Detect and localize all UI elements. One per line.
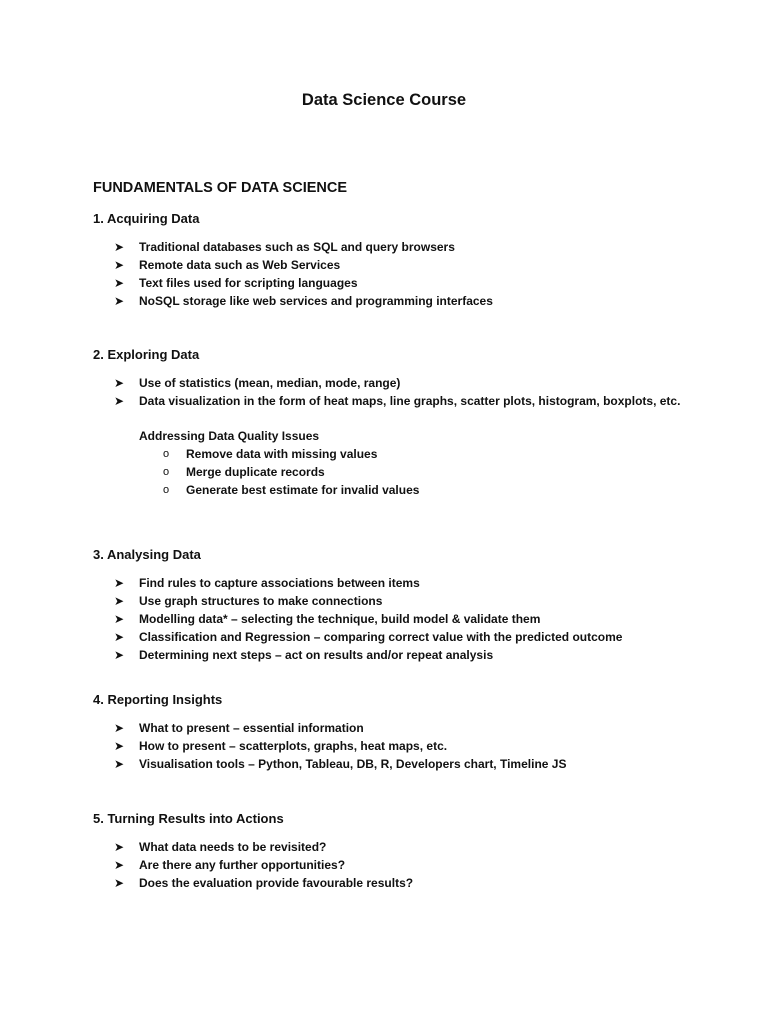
- bullet-list: [93, 719, 683, 773]
- arrow-bullet-icon: ➤: [114, 612, 125, 626]
- section-exploring-data: [93, 346, 683, 499]
- list-item: [93, 838, 683, 856]
- arrow-bullet-icon: ➤: [114, 858, 125, 872]
- list-item-text: How to present – scatterplots, graphs, heat maps, etc.: [139, 739, 448, 753]
- bullet-list: [93, 238, 683, 310]
- list-item-text: Modelling data* – selecting the technique, build model & validate them: [139, 612, 541, 626]
- list-item-text: Use graph structures to make connections: [139, 594, 383, 608]
- list-item: [93, 610, 683, 628]
- section-analysing-data: [93, 546, 683, 664]
- sub-list-item-text: Merge duplicate records: [186, 465, 325, 479]
- list-item-text: Determining next steps – act on results and/or repeat analysis: [139, 648, 494, 662]
- list-item: [93, 592, 683, 610]
- sub-list-item: [93, 481, 683, 499]
- list-item: [93, 574, 683, 592]
- bullet-list: [93, 574, 683, 664]
- arrow-bullet-icon: ➤: [114, 576, 125, 590]
- circle-bullet-icon: o: [163, 448, 170, 460]
- arrow-bullet-icon: ➤: [114, 594, 125, 608]
- arrow-bullet-icon: ➤: [114, 240, 125, 254]
- document-title: Data Science Course: [301, 91, 467, 109]
- list-item-text: Visualisation tools – Python, Tableau, DB, R, Developers chart, Timeline JS: [139, 757, 567, 771]
- arrow-bullet-icon: ➤: [114, 258, 125, 272]
- list-item-text: What to present – essential information: [139, 721, 364, 735]
- list-item-text: Traditional databases such as SQL and query browsers: [139, 240, 455, 254]
- circle-bullet-icon: o: [163, 466, 170, 478]
- list-item-text: Does the evaluation provide favourable results?: [139, 876, 414, 890]
- arrow-bullet-icon: ➤: [114, 376, 125, 390]
- section-title: 1. Acquiring Data: [93, 211, 200, 226]
- list-item: [93, 392, 683, 410]
- arrow-bullet-icon: ➤: [114, 276, 125, 290]
- arrow-bullet-icon: ➤: [114, 721, 125, 735]
- arrow-bullet-icon: ➤: [114, 648, 125, 662]
- main-heading: FUNDAMENTALS OF DATA SCIENCE: [93, 180, 348, 196]
- list-item: [93, 256, 683, 274]
- sub-bullet-list: [93, 445, 683, 499]
- arrow-bullet-icon: ➤: [114, 394, 125, 408]
- arrow-bullet-icon: ➤: [114, 630, 125, 644]
- list-item: [93, 374, 683, 392]
- arrow-bullet-icon: ➤: [114, 840, 125, 854]
- section-turning-results: [93, 810, 683, 892]
- list-item-text: What data needs to be revisited?: [139, 840, 327, 854]
- list-item-text: Classification and Regression – comparing correct value with the predicted outcome: [139, 630, 623, 644]
- list-item-text: Are there any further opportunities?: [139, 858, 346, 872]
- arrow-bullet-icon: ➤: [114, 876, 125, 890]
- section-title: 4. Reporting Insights: [93, 692, 223, 707]
- list-item: [93, 856, 683, 874]
- list-item: [93, 737, 683, 755]
- sub-list-item-text: Generate best estimate for invalid values: [186, 483, 420, 497]
- list-item: [93, 719, 683, 737]
- circle-bullet-icon: o: [163, 484, 170, 496]
- arrow-bullet-icon: ➤: [114, 757, 125, 771]
- arrow-bullet-icon: ➤: [114, 739, 125, 753]
- list-item-text: Find rules to capture associations between items: [139, 576, 420, 590]
- section-title: 2. Exploring Data: [93, 347, 200, 362]
- list-item-text: Remote data such as Web Services: [139, 258, 341, 272]
- list-item-text: Data visualization in the form of heat maps, line graphs, scatter plots, histogram, boxplots, etc.: [139, 394, 681, 408]
- section-reporting-insights: [93, 691, 683, 773]
- section-title: 3. Analysing Data: [93, 547, 201, 562]
- sub-label: Addressing Data Quality Issues: [139, 429, 320, 443]
- sub-list-item-text: Remove data with missing values: [186, 447, 378, 461]
- sub-list-item: [93, 445, 683, 463]
- sub-list-item: [93, 463, 683, 481]
- list-item: [93, 628, 683, 646]
- list-item: [93, 755, 683, 773]
- section-acquiring-data: [93, 210, 683, 310]
- list-item-text: NoSQL storage like web services and programming interfaces: [139, 294, 493, 308]
- list-item: [93, 292, 683, 310]
- list-item-text: Use of statistics (mean, median, mode, range): [139, 376, 401, 390]
- list-item-text: Text files used for scripting languages: [139, 276, 358, 290]
- list-item: [93, 874, 683, 892]
- list-item: [93, 274, 683, 292]
- list-item: [93, 238, 683, 256]
- bullet-list: [93, 374, 683, 410]
- section-title: 5. Turning Results into Actions: [93, 811, 284, 826]
- arrow-bullet-icon: ➤: [114, 294, 125, 308]
- list-item: [93, 646, 683, 664]
- bullet-list: [93, 838, 683, 892]
